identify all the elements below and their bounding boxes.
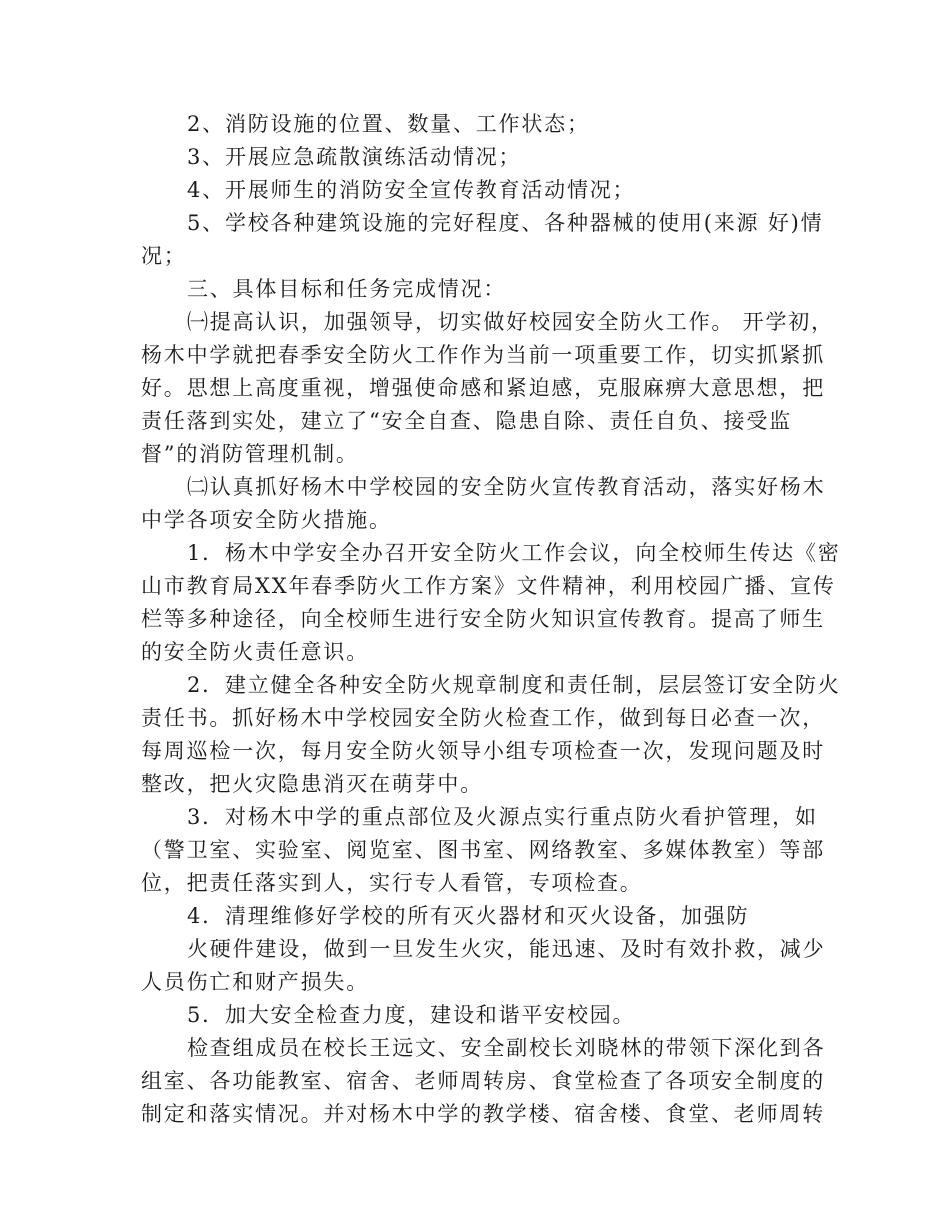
text-line: 制定和落实情况。并对杨木中学的教学楼、宿舍楼、食堂、老师周转 bbox=[141, 1102, 825, 1126]
text-line: 组室、各功能教室、宿舍、老师周转房、食堂检查了各项安全制度的 bbox=[141, 1069, 825, 1093]
text-line: 检查组成员在校长王远文、安全副校长刘晓林的带领下深化到各 bbox=[187, 1036, 826, 1060]
text-line: 5、学校各种建筑设施的完好程度、各种器械的使用(来源 好)情 bbox=[187, 211, 824, 235]
text-line: 况； bbox=[141, 244, 187, 268]
text-line: 好。思想上高度重视，增强使命感和紧迫感，克服麻痹大意思想，把 bbox=[141, 376, 825, 400]
section-heading: 三、具体目标和任务完成情况： bbox=[187, 277, 507, 301]
text-line: 栏等多种途径，向全校师生进行安全防火知识宣传教育。提高了师生 bbox=[141, 607, 825, 631]
text-line: ㈠提高认识，加强领导，切实做好校园安全防火工作。 开学初， bbox=[187, 310, 834, 334]
text-line: 责任书。抓好杨木中学校园安全防火检查工作，做到每日必查一次， bbox=[141, 706, 825, 730]
text-line: 5．加大安全检查力度，建设和谐平安校园。 bbox=[187, 1003, 636, 1027]
text-line: 督”的消防管理机制。 bbox=[141, 442, 359, 466]
text-line: 人员伤亡和财产损失。 bbox=[141, 970, 369, 994]
text-line: 3、开展应急疏散演练活动情况； bbox=[187, 145, 522, 169]
text-line: 3．对杨木中学的重点部位及火源点实行重点防火看护管理，如 bbox=[187, 805, 818, 829]
text-line: 中学各项安全防火措施。 bbox=[141, 508, 392, 532]
text-line: 山市教育局XX年春季防火工作方案》文件精神，利用校园广播、宣传 bbox=[141, 574, 836, 598]
text-line: 整改，把火灾隐患消灭在萌芽中。 bbox=[141, 772, 483, 796]
text-line: 1．杨木中学安全办召开安全防火工作会议，向全校师生传达《密 bbox=[187, 541, 841, 565]
text-line: 每周巡检一次，每月安全防火领导小组专项检查一次，发现问题及时 bbox=[141, 739, 825, 763]
text-line: （警卫室、实验室、阅览室、图书室、网络教室、多媒体教室）等部 bbox=[141, 838, 825, 862]
text-line: 的安全防火责任意识。 bbox=[141, 640, 369, 664]
text-line: 4．清理维修好学校的所有灭火器材和灭火设备，加强防 bbox=[187, 904, 750, 928]
text-line: 杨木中学就把春季安全防火工作作为当前一项重要工作，切实抓紧抓 bbox=[141, 343, 825, 367]
text-line: 4、开展师生的消防安全宣传教育活动情况； bbox=[187, 178, 636, 202]
text-line: 火硬件建设，做到一旦发生火灾，能迅速、及时有效扑救，减少 bbox=[187, 937, 826, 961]
text-line: 2．建立健全各种安全防火规章制度和责任制，层层签订安全防火 bbox=[187, 673, 841, 697]
text-line: ㈡认真抓好杨木中学校园的安全防火宣传教育活动，落实好杨木 bbox=[187, 475, 826, 499]
text-line: 位，把责任落实到人，实行专人看管，专项检查。 bbox=[141, 871, 643, 895]
text-line: 2、消防设施的位置、数量、工作状态； bbox=[187, 112, 590, 136]
text-line: 责任落到实处，建立了“安全自查、隐患自除、责任自负、接受监 bbox=[141, 409, 792, 433]
